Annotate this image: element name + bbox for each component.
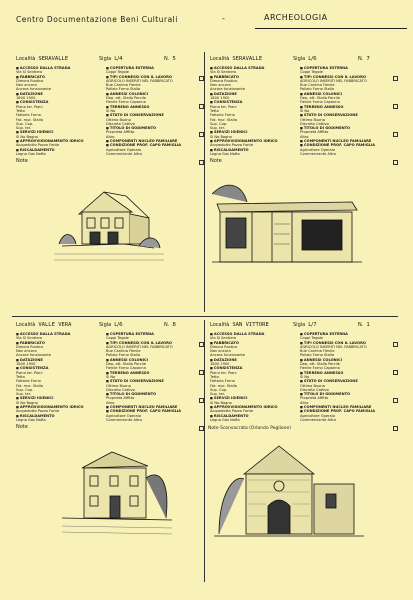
field-options: Ottimo Buono <box>300 117 325 122</box>
field-options: Si No Bagno <box>210 400 232 405</box>
field-heading: ■ DATAZIONE <box>210 92 296 96</box>
field-options: Bue Cantina Fienile <box>106 349 141 354</box>
field-heading: ■ COMPONENTI NUCLEO FAMILIARE <box>106 405 192 409</box>
field-heading: ■ APPROVVIGIONAMENTO IDRICO <box>210 405 296 409</box>
field-heading: ■ TIPI CONNESSI CON IL LAVORO <box>300 341 386 345</box>
field-options: AGRICOLO INSERITI NEL FABBRICATO <box>300 78 367 83</box>
field-value: 7 <box>366 56 370 62</box>
field-options: Ancora funzionante <box>210 353 246 358</box>
section-title: ARCHEOLOGIA <box>264 13 328 22</box>
field-options: Coppi Tegole <box>300 336 323 341</box>
field-options: Si No <box>106 374 116 379</box>
checkbox <box>393 426 398 431</box>
checkbox <box>199 160 204 165</box>
card-fields-left <box>210 332 296 422</box>
field-value: SAN VITTORE <box>232 322 269 328</box>
checkbox <box>393 160 398 165</box>
field-options: Si No <box>300 108 310 113</box>
field-options: Fattoria Forno <box>210 379 235 384</box>
field-label: N. <box>164 56 170 62</box>
field-value: VALLE VERA <box>38 322 72 328</box>
field-heading: ■ ANNESSI COLONICI <box>300 92 386 96</box>
field-options: Ottimo Buono <box>106 383 131 388</box>
field-heading: ■ ACCESSO DALLA STRADA <box>16 66 102 70</box>
checkbox <box>393 76 398 81</box>
card-sigla <box>293 322 317 328</box>
field-value: 5 <box>172 56 176 62</box>
field-options: Agricoltore Operaio <box>106 147 141 152</box>
field-heading: ■ CONSISTENZA <box>16 100 102 104</box>
field-heading: ■ TITOLO DI GODIMENTO <box>106 392 192 396</box>
chapel-sketch <box>214 434 364 544</box>
card-fields-right <box>106 332 192 422</box>
field-heading: ■ CONDIZIONE PROF. CAPO FAMIGLIA <box>300 409 386 413</box>
card-note-label: Note <box>16 158 28 164</box>
field-heading: ■ STATO DI CONSERVAZIONE <box>106 379 192 383</box>
field-options: Fat. mur. Stalla <box>16 383 43 388</box>
field-heading: ■ TIPI CONNESSI CON IL LAVORO <box>106 341 192 345</box>
field-heading: ■ COPERTURA ESTERNA <box>106 332 192 336</box>
field-heading: ■ COPERTURA ESTERNA <box>300 66 386 70</box>
field-options: Proprietà Affitto <box>300 130 329 135</box>
field-heading: ■ COPERTURA ESTERNA <box>106 66 192 70</box>
field-heading: ■ TITOLO DI GODIMENTO <box>106 126 192 130</box>
field-heading: ■ RISCALDAMENTO <box>210 414 296 418</box>
field-heading: ■ SERVIZI IGIENICI <box>210 130 296 134</box>
field-options: 1800 1900 <box>16 96 36 101</box>
field-options: AGRICOLO INSERITI NEL FABBRICATO <box>106 78 173 83</box>
field-heading: ■ TERRENO ANNESSO <box>106 105 192 109</box>
field-heading: ■ SERVIZI IGIENICI <box>16 396 102 400</box>
field-value: 1 <box>366 322 370 328</box>
field-options: Sup. Cop. <box>16 387 34 392</box>
field-label: N. <box>358 56 364 62</box>
field-label: Località <box>16 56 36 62</box>
field-options: Non ancora <box>16 349 37 354</box>
field-options: 1800 1900 <box>16 362 36 367</box>
field-options: Sup. Cop. <box>16 121 34 126</box>
field-options: Dep. att. Stalla Porcile <box>106 362 146 367</box>
checkbox <box>199 132 204 137</box>
field-options: Agricoltore Operaio <box>300 147 335 152</box>
field-options: Fattoria Forno <box>16 379 41 384</box>
card-fields-right <box>300 66 386 156</box>
field-options: Ottimo Buono <box>106 117 131 122</box>
field-heading: ■ DATAZIONE <box>210 358 296 362</box>
field-options: Sup. ter. <box>210 126 226 131</box>
card-localita <box>16 322 72 328</box>
field-options: Proprietà Affitto <box>300 396 329 401</box>
header-underline <box>255 28 407 29</box>
field-options: Agricoltore Operaio <box>300 413 335 418</box>
two-storey-house-sketch <box>62 438 172 538</box>
field-options: Piano ter. Piani <box>16 370 43 375</box>
field-options: Legna Gas Nafta <box>16 417 46 422</box>
field-options: Tetto <box>210 108 219 113</box>
header-title: Centro Documentazione Beni Culturali <box>16 15 178 24</box>
grid-divider-horizontal <box>12 316 398 317</box>
field-heading: ■ SERVIZI IGIENICI <box>210 396 296 400</box>
field-heading: ■ ANNESSI COLONICI <box>106 358 192 362</box>
card-number <box>358 322 370 328</box>
field-options: Fattoria Forno <box>16 113 41 118</box>
card-fields-right <box>106 66 192 156</box>
checkbox <box>199 426 204 431</box>
field-options: Discreto Cattivo <box>300 387 329 392</box>
field-heading: ■ APPROVVIGIONAMENTO IDRICO <box>210 139 296 143</box>
checkbox <box>393 104 398 109</box>
field-options: Fienile Forno Capanna <box>300 100 340 105</box>
header-separator: - <box>222 14 225 23</box>
checkbox <box>199 76 204 81</box>
field-heading: ■ ANNESSI COLONICI <box>106 92 192 96</box>
field-label: Sigla <box>293 56 306 62</box>
field-heading: ■ DATAZIONE <box>16 358 102 362</box>
field-options: Fat. mur. Stalla <box>210 117 237 122</box>
field-options: Altro <box>300 134 309 139</box>
card-fields-right <box>300 332 386 422</box>
field-heading: ■ FABBRICATO <box>16 75 102 79</box>
checkbox <box>199 370 204 375</box>
field-options: Legna Gas Nafta <box>210 151 240 156</box>
field-heading: ■ SERVIZI IGIENICI <box>16 130 102 134</box>
field-options: Via Si Sentiero <box>16 70 43 75</box>
field-label: Località <box>210 322 230 328</box>
field-options: Via Si Sentiero <box>210 336 237 341</box>
field-options: Legna Gas Nafta <box>210 417 240 422</box>
card-number <box>358 56 370 62</box>
card-sigla <box>99 322 123 328</box>
field-options: Agricoltore Operaio <box>106 413 141 418</box>
field-heading: ■ CONDIZIONE PROF. CAPO FAMIGLIA <box>106 143 192 147</box>
field-options: Dimora Rustico <box>16 78 44 83</box>
house-with-porch-sketch <box>212 174 362 274</box>
field-heading: ■ DATAZIONE <box>16 92 102 96</box>
field-options: Acquedotto Pozzo Fonte <box>16 409 60 414</box>
field-options: Bue Cantina Fienile <box>106 83 141 88</box>
field-heading: ■ RISCALDAMENTO <box>16 414 102 418</box>
field-heading: ■ STATO DI CONSERVAZIONE <box>300 379 386 383</box>
field-heading: ■ ACCESSO DALLA STRADA <box>210 332 296 336</box>
field-options: Coppi Tegole <box>106 70 129 75</box>
card-localita <box>16 56 68 62</box>
field-value: L/6 <box>308 56 317 62</box>
card-localita <box>210 56 262 62</box>
field-options: Via Si Sentiero <box>210 70 237 75</box>
field-heading: ■ COPERTURA ESTERNA <box>300 332 386 336</box>
field-options: Non ancora <box>16 83 37 88</box>
field-value: L/4 <box>114 56 123 62</box>
field-label: Sigla <box>99 322 112 328</box>
field-value: 8 <box>172 322 176 328</box>
field-heading: ■ TERRENO ANNESSO <box>106 371 192 375</box>
field-options: Fienile Forno Capanna <box>106 366 146 371</box>
field-options: Sup. Cop. <box>210 121 228 126</box>
field-heading: ■ TIPI CONNESSI CON IL LAVORO <box>300 75 386 79</box>
card-fields-left <box>16 66 102 156</box>
field-options: Si No <box>106 108 116 113</box>
field-options: Sup. ter. <box>16 126 32 131</box>
field-options: Coppi Tegole <box>300 70 323 75</box>
field-options: Sup. ter. <box>210 392 226 397</box>
field-options: Tetto <box>16 108 25 113</box>
field-heading: ■ TERRENO ANNESSO <box>300 371 386 375</box>
field-label: N. <box>164 322 170 328</box>
record-card-2 <box>208 56 402 308</box>
field-options: Ancora funzionante <box>16 87 52 92</box>
field-options: Pollaio Forno Stalla <box>300 353 335 358</box>
field-options: Dimora Rustico <box>16 344 44 349</box>
field-options: Proprietà Affitto <box>106 396 135 401</box>
field-options: Si No Bagno <box>16 400 38 405</box>
checkbox <box>393 132 398 137</box>
field-options: Si No Bagno <box>16 134 38 139</box>
field-heading: ■ CONSISTENZA <box>210 100 296 104</box>
card-fields-left <box>16 332 102 422</box>
field-label: Località <box>16 322 36 328</box>
card-sigla <box>293 56 317 62</box>
checkbox <box>393 342 398 347</box>
field-value: SERAVALLE <box>38 56 69 62</box>
field-options: Discreto Cattivo <box>106 121 135 126</box>
field-options: Sup. Cop. <box>210 387 228 392</box>
field-heading: ■ COMPONENTI NUCLEO FAMILIARE <box>300 405 386 409</box>
field-heading: ■ FABBRICATO <box>210 341 296 345</box>
card-note-label: Note <box>16 424 28 430</box>
farmhouse-sketch <box>54 174 164 274</box>
record-card-1 <box>14 56 208 308</box>
field-options: Pollaio Forno Stalla <box>300 87 335 92</box>
record-card-3 <box>14 322 208 574</box>
field-value: L/6 <box>114 322 123 328</box>
field-options: Commerciante Altro <box>106 417 142 422</box>
checkbox <box>199 342 204 347</box>
sheet-header <box>10 9 404 31</box>
record-card-4 <box>208 322 402 574</box>
field-options: Legna Gas Nafta <box>16 151 46 156</box>
field-options: Non ancora <box>210 83 231 88</box>
field-label: Località <box>210 56 230 62</box>
field-options: AGRICOLO INSERITI NEL FABBRICATO <box>106 344 173 349</box>
field-options: Ottimo Buono <box>300 383 325 388</box>
field-heading: ■ COMPONENTI NUCLEO FAMILIARE <box>106 139 192 143</box>
field-options: Altro <box>106 134 115 139</box>
field-heading: ■ TITOLO DI GODIMENTO <box>300 126 386 130</box>
field-options: Tetto <box>16 374 25 379</box>
field-heading: ■ STATO DI CONSERVAZIONE <box>300 113 386 117</box>
field-heading: ■ ACCESSO DALLA STRADA <box>210 66 296 70</box>
field-heading: ■ COMPONENTI NUCLEO FAMILIARE <box>300 139 386 143</box>
field-value: SERAVALLE <box>232 56 263 62</box>
field-options: Dimora Rustico <box>210 78 238 83</box>
card-number <box>164 322 176 328</box>
field-options: AGRICOLO INSERITI NEL FABBRICATO <box>300 344 367 349</box>
field-heading: ■ FABBRICATO <box>16 341 102 345</box>
field-heading: ■ STATO DI CONSERVAZIONE <box>106 113 192 117</box>
field-options: Acquedotto Pozzo Fonte <box>210 409 254 414</box>
field-heading: ■ TIPI CONNESSI CON IL LAVORO <box>106 75 192 79</box>
field-options: Proprietà Affitto <box>106 130 135 135</box>
field-options: Dep. att. Stalla Porcile <box>300 362 340 367</box>
field-options: 1800 1900 <box>210 362 230 367</box>
field-options: Bue Cantina Fienile <box>300 349 335 354</box>
field-options: Acquedotto Pozzo Fonte <box>16 143 60 148</box>
field-heading: ■ ACCESSO DALLA STRADA <box>16 332 102 336</box>
field-heading: ■ APPROVVIGIONAMENTO IDRICO <box>16 139 102 143</box>
field-value: L/7 <box>308 322 317 328</box>
field-heading: ■ TERRENO ANNESSO <box>300 105 386 109</box>
field-options: Non ancora <box>210 349 231 354</box>
field-heading: ■ CONSISTENZA <box>16 366 102 370</box>
field-options: Commerciante Altro <box>300 151 336 156</box>
field-heading: ■ CONDIZIONE PROF. CAPO FAMIGLIA <box>300 143 386 147</box>
checkbox <box>199 104 204 109</box>
field-options: Discreto Cattivo <box>106 387 135 392</box>
field-options: Tetto <box>210 374 219 379</box>
field-heading: ■ RISCALDAMENTO <box>16 148 102 152</box>
field-options: Discreto Cattivo <box>300 121 329 126</box>
checkbox <box>393 398 398 403</box>
field-options: Pollaio Forno Stalla <box>106 353 141 358</box>
card-fields-left <box>210 66 296 156</box>
card-number <box>164 56 176 62</box>
field-options: Piano ter. Piani <box>210 370 237 375</box>
field-options: Sup. ter. <box>16 392 32 397</box>
field-options: Altro <box>300 400 309 405</box>
card-sigla <box>99 56 123 62</box>
field-label: Sigla <box>99 56 112 62</box>
field-options: Dep. att. Stalla Porcile <box>106 96 146 101</box>
field-heading: ■ FABBRICATO <box>210 75 296 79</box>
field-options: Dimora Rustico <box>210 344 238 349</box>
field-options: Fienile Forno Capanna <box>106 100 146 105</box>
field-options: Commerciante Altro <box>300 417 336 422</box>
field-options: Pollaio Forno Stalla <box>106 87 141 92</box>
field-options: Fat. mur. Stalla <box>16 117 43 122</box>
card-note-label: Note <box>210 158 222 164</box>
field-options: Via Si Sentiero <box>16 336 43 341</box>
field-options: Si No <box>300 374 310 379</box>
field-heading: ■ RISCALDAMENTO <box>210 148 296 152</box>
field-options: Ancora funzionante <box>16 353 52 358</box>
field-options: Coppi Tegole <box>106 336 129 341</box>
card-localita <box>210 322 269 328</box>
field-options: 1800 1900 <box>210 96 230 101</box>
field-options: Piano ter. Piani <box>210 104 237 109</box>
field-label: N. <box>358 322 364 328</box>
field-heading: ■ TITOLO DI GODIMENTO <box>300 392 386 396</box>
checkbox <box>199 398 204 403</box>
card-note: Note Sconsacrata (Orlando Peglione) <box>208 426 292 431</box>
checkbox <box>393 370 398 375</box>
field-options: Ancora funzionante <box>210 87 246 92</box>
field-options: Altro <box>106 400 115 405</box>
field-heading: ■ ANNESSI COLONICI <box>300 358 386 362</box>
field-options: Si No Bagno <box>210 134 232 139</box>
field-heading: ■ CONDIZIONE PROF. CAPO FAMIGLIA <box>106 409 192 413</box>
field-options: Fat. mur. Stalla <box>210 383 237 388</box>
field-options: Acquedotto Pozzo Fonte <box>210 143 254 148</box>
field-options: Dep. att. Stalla Porcile <box>300 96 340 101</box>
field-options: Commerciante Altro <box>106 151 142 156</box>
field-options: Fienile Forno Capanna <box>300 366 340 371</box>
field-options: Fattoria Forno <box>210 113 235 118</box>
field-heading: ■ APPROVVIGIONAMENTO IDRICO <box>16 405 102 409</box>
field-options: Piano ter. Piani <box>16 104 43 109</box>
field-label: Sigla <box>293 322 306 328</box>
field-heading: ■ CONSISTENZA <box>210 366 296 370</box>
field-options: Bue Cantina Fienile <box>300 83 335 88</box>
